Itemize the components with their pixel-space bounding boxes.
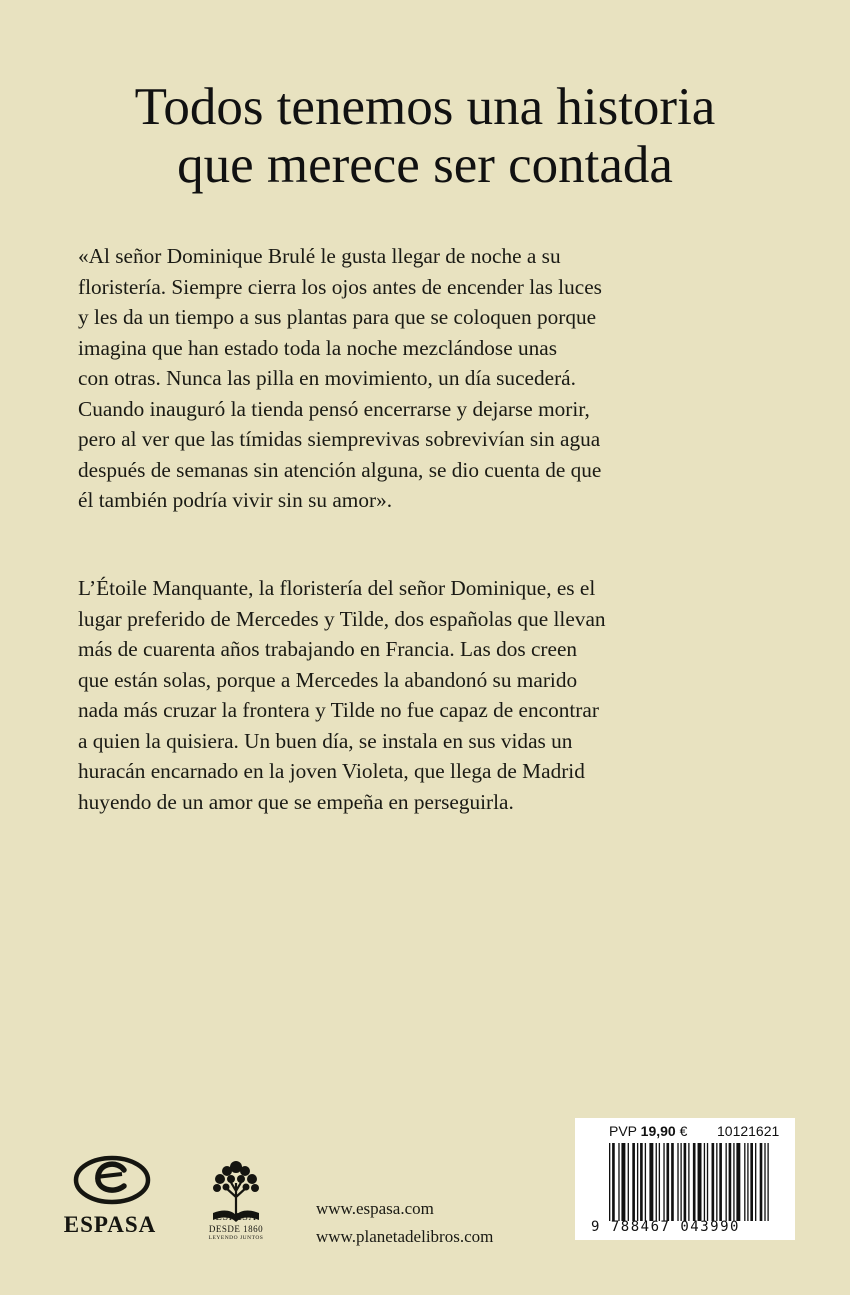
synopsis-line: lugar preferido de Mercedes y Tilde, dos españolas que llevan bbox=[78, 606, 606, 631]
barcode-bar bbox=[767, 1143, 768, 1221]
quote-line: «Al señor Dominique Brulé le gusta llegar de noche a su bbox=[78, 244, 561, 268]
synopsis-line: nada más cruzar la frontera y Tilde no fue capaz de encontrar bbox=[78, 698, 599, 722]
barcode-bar bbox=[688, 1143, 689, 1221]
barcode-bar bbox=[744, 1143, 745, 1221]
barcode-bar bbox=[645, 1143, 646, 1221]
product-code: 10121621 bbox=[717, 1123, 780, 1139]
url-espasa[interactable]: www.espasa.com bbox=[316, 1199, 434, 1218]
barcode-bar bbox=[637, 1143, 638, 1221]
price-currency: € bbox=[679, 1123, 688, 1139]
synopsis-line: a quien la quisiera. Un buen día, se instala en sus vidas un bbox=[78, 728, 573, 753]
barcode-bar bbox=[726, 1143, 727, 1221]
barcode-bar bbox=[649, 1143, 653, 1221]
barcode-bar bbox=[612, 1143, 615, 1221]
barcode-bar bbox=[764, 1143, 765, 1221]
quote-line: con otras. Nunca las pilla en movimiento, un día sucederá. bbox=[78, 366, 576, 390]
barcode-bar bbox=[750, 1143, 753, 1221]
synopsis-line: huyendo de un amor que se empeña en perseguirla. bbox=[78, 789, 514, 814]
synopsis-paragraph bbox=[78, 573, 798, 817]
barcode-bar bbox=[716, 1143, 717, 1221]
quote-line: y les da un tiempo a sus plantas para que se coloquen porque bbox=[78, 305, 597, 329]
quote-paragraph bbox=[78, 241, 798, 516]
barcode-bar bbox=[733, 1143, 734, 1221]
pvp-label: PVP bbox=[609, 1123, 637, 1139]
publisher-name: ESPASA bbox=[63, 1212, 157, 1237]
price-line bbox=[609, 1123, 687, 1139]
tree-logo-line-1: ESPASA bbox=[215, 1212, 257, 1223]
barcode-bar bbox=[684, 1143, 687, 1221]
synopsis-line: L’Étoile Manquante, la floristería del señor Dominique, es el bbox=[78, 576, 596, 600]
barcode-bar bbox=[621, 1143, 625, 1221]
tree-logo-line-2: DESDE 1860 bbox=[208, 1224, 264, 1234]
quote-line: floristería. Siempre cierra los ojos antes de encender las luces bbox=[78, 274, 602, 299]
barcode-bar bbox=[632, 1143, 635, 1221]
barcode-bar bbox=[712, 1143, 715, 1221]
barcode-box bbox=[575, 1118, 795, 1240]
barcode-icon bbox=[609, 1143, 769, 1221]
barcode-bar bbox=[729, 1143, 732, 1221]
quote-line: él también podría vivir sin su amor». bbox=[78, 488, 393, 512]
headline-line-2: que merece ser contada bbox=[177, 136, 673, 194]
barcode-bar bbox=[736, 1143, 740, 1221]
barcode-bar bbox=[704, 1143, 705, 1221]
barcode-bar bbox=[755, 1143, 756, 1221]
barcode-bar bbox=[693, 1143, 696, 1221]
synopsis-line: huracán encarnado en la joven Violeta, que llega de Madrid bbox=[78, 759, 585, 783]
headline bbox=[60, 78, 790, 194]
quote-line: después de semanas sin atención alguna, se dio cuenta de que bbox=[78, 457, 602, 482]
quote-line: pero al ver que las tímidas siemprevivas sobrevivían sin agua bbox=[78, 427, 601, 451]
barcode-bar bbox=[677, 1143, 678, 1221]
tree-logo-line-3: LEYENDO JUNTOS bbox=[208, 1235, 264, 1241]
url-planetadelibros[interactable]: www.planetadelibros.com bbox=[316, 1227, 494, 1246]
quote-line: Cuando inauguró la tienda pensó encerrarse y dejarse morir, bbox=[78, 396, 590, 421]
barcode-bar bbox=[659, 1143, 660, 1221]
barcode-bar bbox=[698, 1143, 702, 1221]
barcode-bar bbox=[656, 1143, 657, 1221]
barcode-bar bbox=[747, 1143, 748, 1221]
price-value: 19,90 bbox=[640, 1123, 676, 1139]
barcode-bar bbox=[663, 1143, 664, 1221]
barcode-bar bbox=[666, 1143, 669, 1221]
barcode-bar bbox=[719, 1143, 722, 1221]
barcode-bar bbox=[680, 1143, 681, 1221]
barcode-bar bbox=[671, 1143, 674, 1221]
publisher-urls bbox=[316, 1195, 493, 1251]
quote-line: imagina que han estado toda la noche mezclándose unas bbox=[78, 335, 558, 360]
barcode-bar bbox=[640, 1143, 643, 1221]
barcode-bar bbox=[628, 1143, 629, 1221]
synopsis-line: que están solas, porque a Mercedes la abandonó su marido bbox=[78, 667, 578, 692]
isbn-digits: 9 788467 043990 bbox=[591, 1219, 740, 1235]
headline-line-1: Todos tenemos una historia bbox=[134, 78, 716, 136]
barcode-bar bbox=[618, 1143, 619, 1221]
barcode-bar bbox=[707, 1143, 708, 1221]
barcode-bar bbox=[760, 1143, 763, 1221]
barcode-bar bbox=[609, 1143, 610, 1221]
synopsis-line: más de cuarenta años trabajando en Francia. Las dos creen bbox=[78, 637, 578, 661]
